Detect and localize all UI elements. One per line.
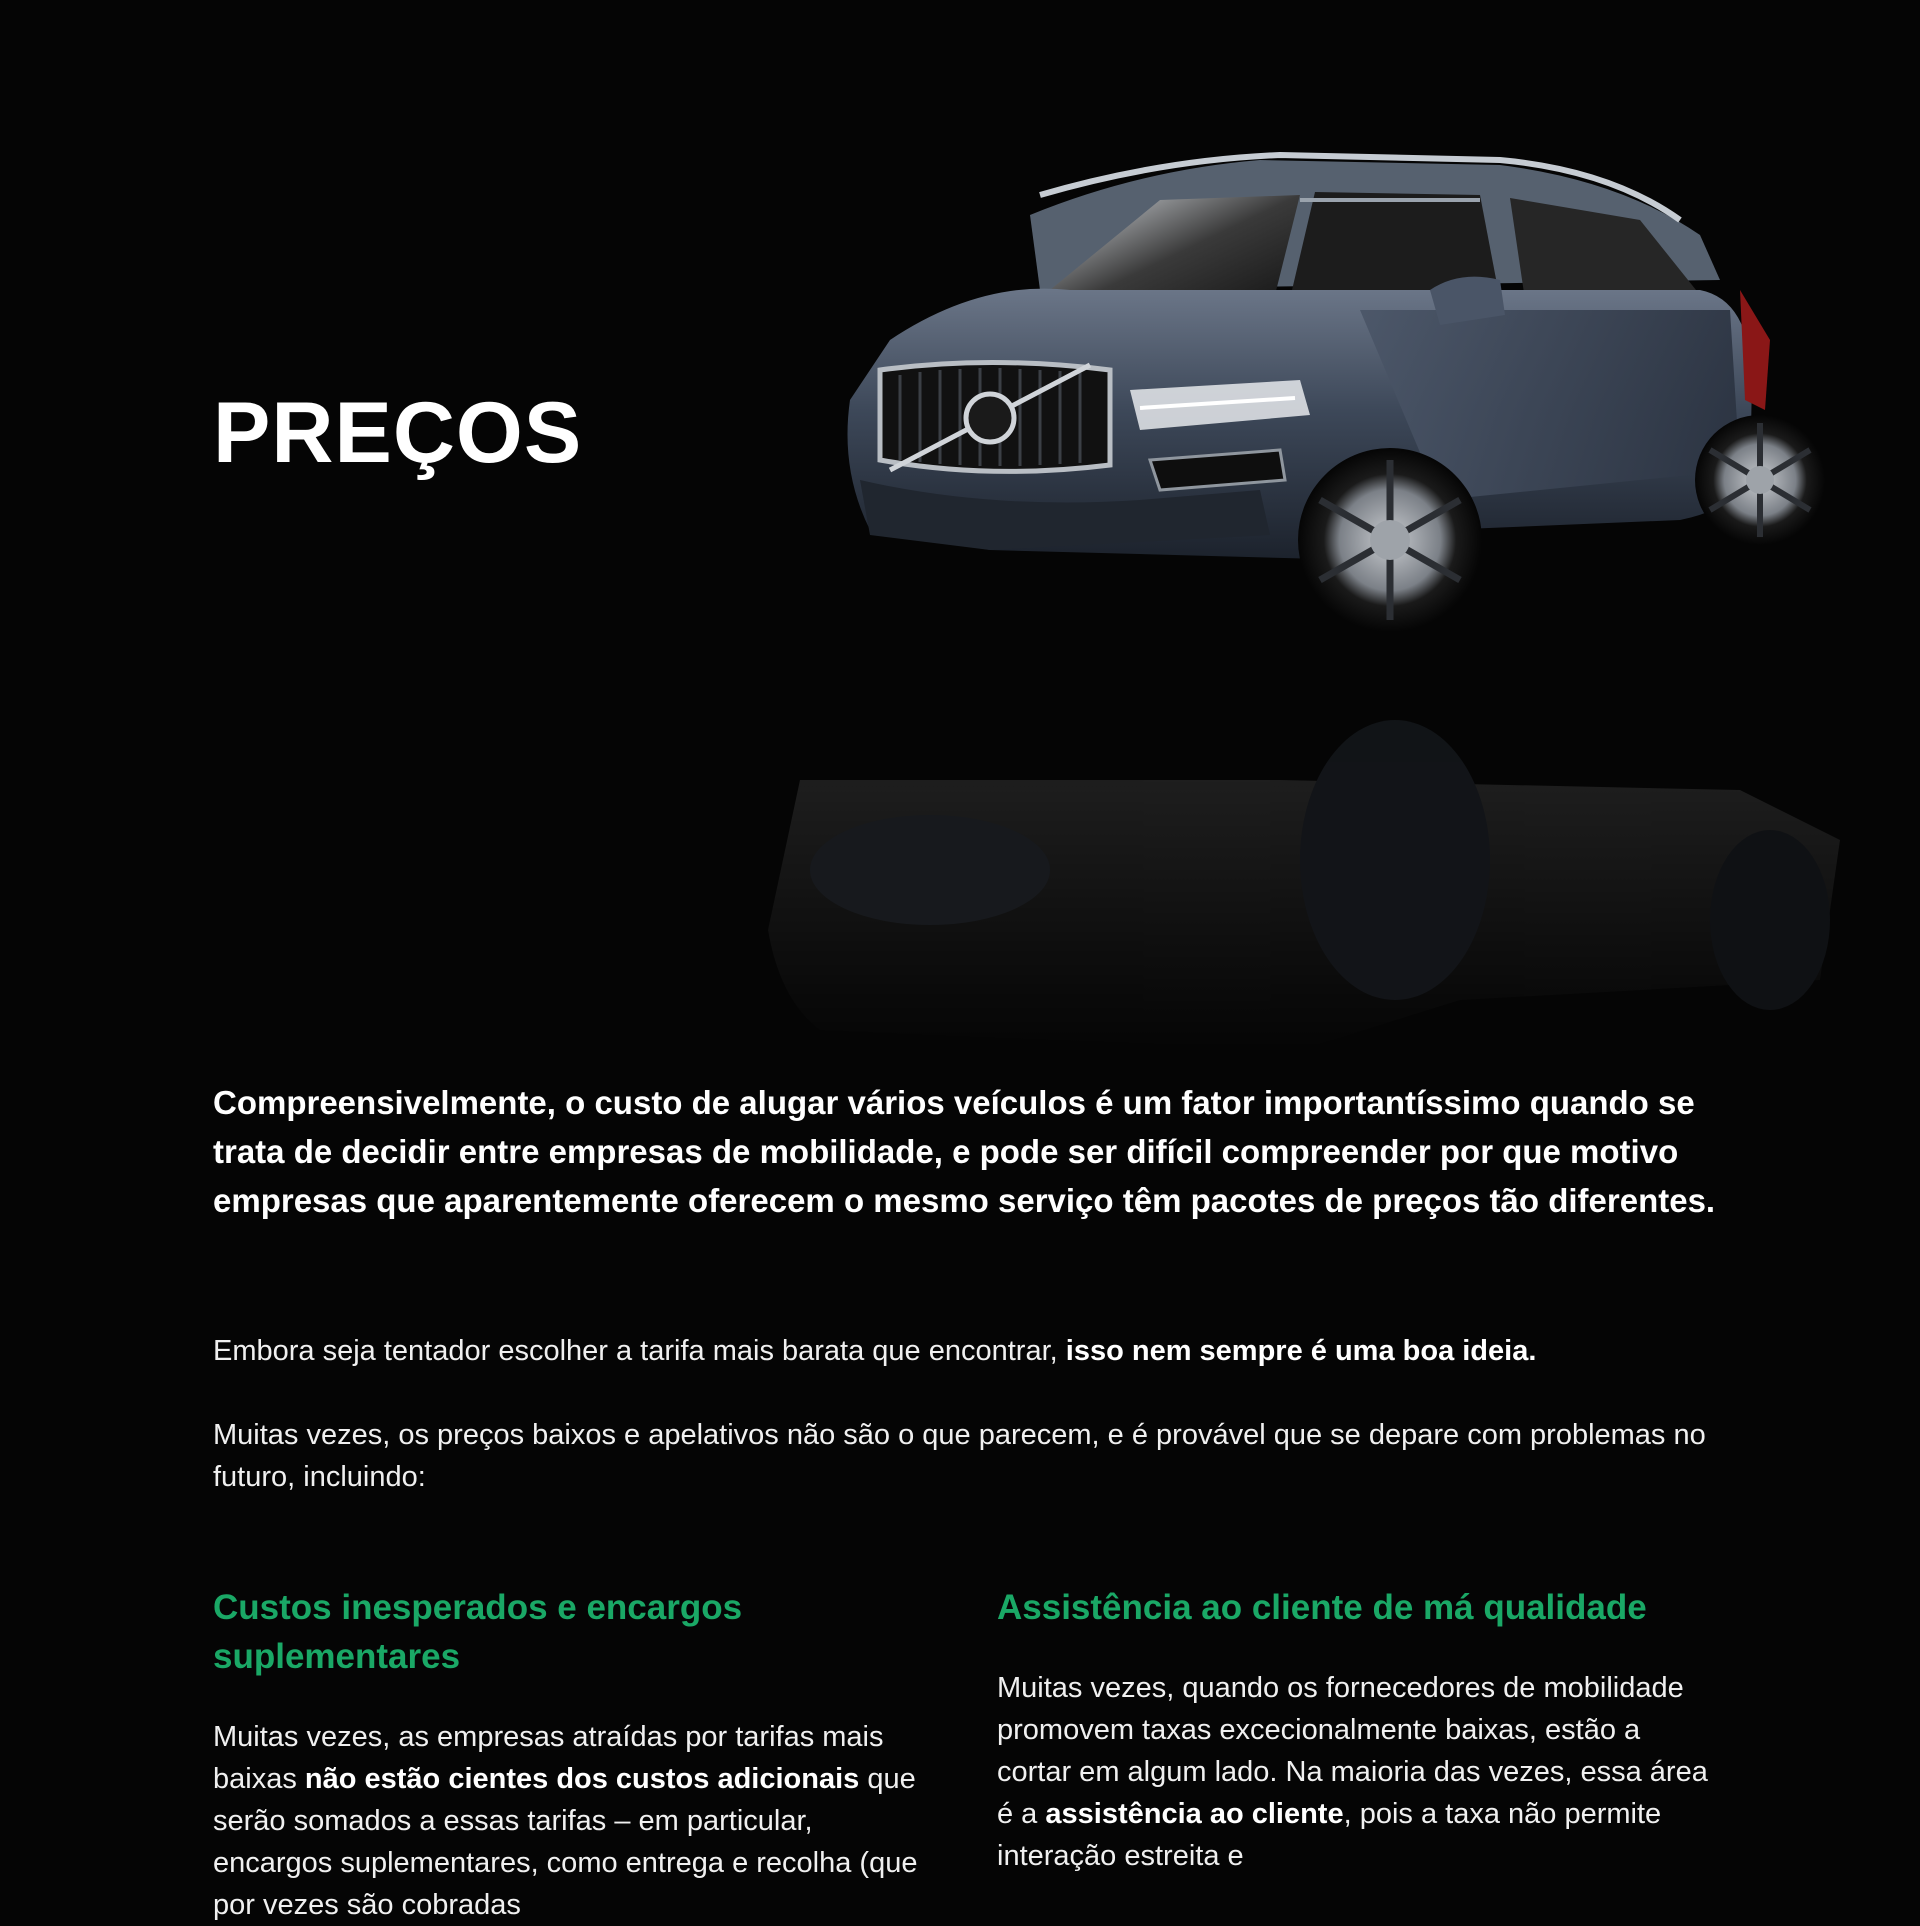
heading-customer-support: Assistência ao cliente de má qualidade <box>997 1588 1647 1627</box>
text-unexpected-costs-part1: Muitas vezes, as empresas atraídas por tarifas mais baixas <box>213 1721 884 1795</box>
paragraph-low-prices: Muitas vezes, os preços baixos e apelativos não são o que parecem, e é provável que se depare com problemas no futuro, incluindo: <box>213 1419 1706 1493</box>
heading-unexpected-costs: Custos inesperados e encargos suplementares <box>213 1588 743 1676</box>
car-reflection <box>768 720 1840 1050</box>
column-customer-support <box>997 1583 1717 1877</box>
paragraph-cheapest-fare <box>213 1330 1743 1372</box>
intro-paragraph: Compreensivelmente, o custo de alugar vários veículos é um fator importantíssimo quando se trata de decidir entre empresas de mobilidade, e pode ser difícil compreender por que motivo empresas que aparentemente oferecem o mesmo serviço têm pacotes de preços tão diferentes. <box>213 1084 1716 1219</box>
text-unexpected-costs-bold: não estão cientes dos custos adicionais <box>304 1763 860 1795</box>
volvo-logo-icon <box>966 394 1014 442</box>
page-title: PREÇOS <box>213 385 583 481</box>
column-unexpected-costs <box>213 1583 933 1926</box>
text-customer-support-bold: assistência ao cliente <box>1045 1798 1344 1830</box>
paragraph-cheapest-fare-text: Embora seja tentador escolher a tarifa mais barata que encontrar, <box>213 1335 1066 1367</box>
text-customer-support-part2: , pois a taxa não permite interação estreita e <box>997 1798 1662 1872</box>
text-unexpected-costs-part2: que serão somados a essas tarifas – em particular, encargos suplementares, como entrega e recolha (que por vezes são cobradas <box>213 1763 918 1921</box>
text-unexpected-costs <box>213 1716 933 1926</box>
text-customer-support-part1: Muitas vezes, quando os fornecedores de mobilidade promovem taxas excecionalmente baixas, estão a cortar em algum lado. Na maioria das vezes, essa área é a <box>997 1672 1708 1830</box>
text-customer-support <box>997 1667 1717 1877</box>
paragraph-cheapest-fare-bold: isso nem sempre é uma boa ideia. <box>1065 1335 1537 1367</box>
